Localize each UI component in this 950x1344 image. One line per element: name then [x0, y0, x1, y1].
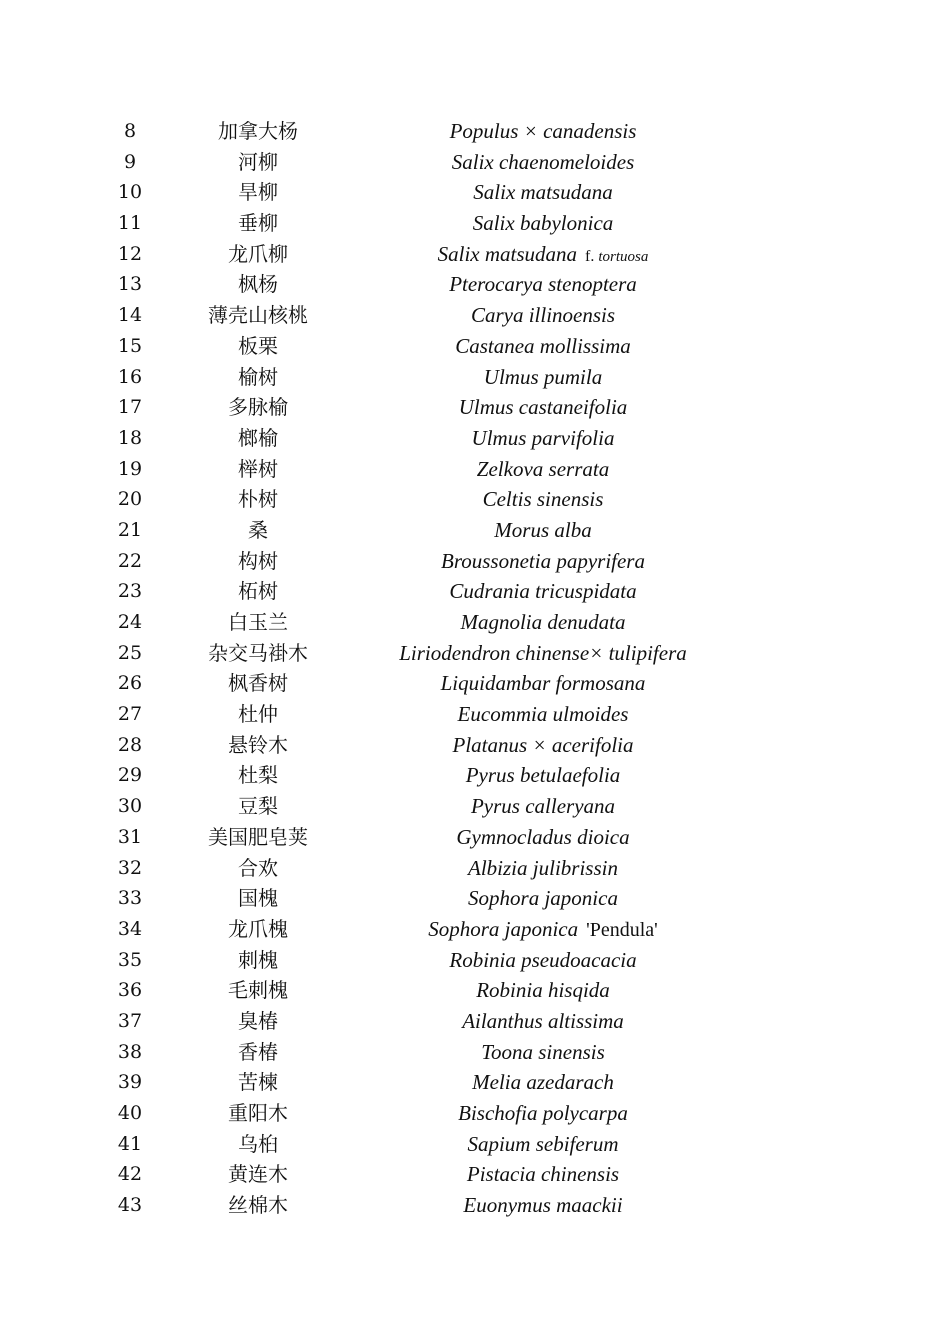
table-row [0, 1006, 950, 1037]
row-number: 38 [117, 1040, 143, 1063]
scientific-name-cell [343, 484, 743, 515]
scientific-name: Morus alba [494, 517, 592, 542]
scientific-name: Pyrus calleryana [470, 794, 616, 819]
scientific-name: Liquidambar formosana [440, 671, 646, 696]
row-number: 33 [117, 887, 143, 910]
row-number: 9 [123, 150, 137, 173]
chinese-name: 枫杨 [238, 272, 278, 297]
scientific-name-cell [343, 546, 743, 577]
scientific-name: Ulmus parvifolia [471, 425, 615, 450]
table-row [0, 239, 950, 270]
table-row [0, 269, 950, 300]
scientific-name: Gymnocladus dioica [456, 824, 630, 849]
table-row [0, 945, 950, 976]
scientific-name-cell [343, 914, 743, 946]
row-number: 12 [117, 242, 143, 265]
row-number: 24 [117, 611, 143, 633]
scientific-name-cell [343, 576, 743, 607]
row-number: 23 [117, 580, 143, 603]
table-row [0, 331, 950, 362]
chinese-name: 黄连木 [228, 1162, 288, 1187]
chinese-name: 苦楝 [238, 1070, 278, 1095]
scientific-name: Sophora japonica [468, 886, 618, 911]
chinese-name: 龙爪柳 [228, 241, 288, 266]
row-number: 20 [117, 488, 143, 511]
scientific-name: Zelkova serrata [476, 456, 610, 481]
scientific-name: Liriodendron chinense× tulipifera [399, 640, 687, 665]
row-number: 8 [123, 120, 137, 142]
scientific-name: Magnolia denudata [460, 610, 626, 634]
scientific-name-cell [343, 791, 743, 822]
scientific-name-cell [343, 208, 743, 239]
scientific-name-cell [343, 269, 743, 300]
table-row [0, 1159, 950, 1190]
chinese-name: 旱柳 [238, 180, 278, 205]
table-row [0, 883, 950, 914]
scientific-name: Pterocarya stenoptera [449, 272, 637, 297]
row-number: 14 [117, 304, 143, 327]
table-row [0, 576, 950, 607]
scientific-name: Salix matsudana [437, 241, 578, 266]
chinese-name: 毛刺槐 [228, 978, 288, 1003]
table-row [0, 822, 950, 853]
scientific-name: Castanea mollissima [455, 333, 631, 358]
scientific-name: Broussonetia papyrifera [441, 548, 645, 573]
scientific-name-cell [343, 760, 743, 791]
scientific-name: Salix chaenomeloides [451, 149, 635, 174]
chinese-name: 榆树 [238, 364, 278, 389]
scientific-name: Cudrania tricuspidata [449, 579, 637, 604]
row-number: 19 [117, 457, 143, 480]
scientific-name-cell [343, 239, 743, 273]
table-row [0, 730, 950, 761]
chinese-name: 龙爪槐 [228, 916, 288, 941]
chinese-name: 刺槐 [238, 947, 278, 972]
chinese-name: 加拿大杨 [218, 119, 298, 143]
row-number: 27 [117, 703, 143, 726]
table-row [0, 423, 950, 454]
chinese-name: 板栗 [238, 333, 278, 358]
scientific-name-cell [343, 638, 743, 669]
scientific-name-cell [343, 1159, 743, 1190]
scientific-name: Platanus × acerifolia [452, 732, 634, 757]
row-number: 34 [117, 917, 143, 940]
row-number: 13 [117, 273, 143, 296]
row-number: 31 [117, 825, 143, 848]
scientific-name-cell [343, 515, 743, 546]
scientific-name-cell [343, 177, 743, 208]
chinese-name: 乌桕 [238, 1131, 278, 1156]
scientific-name-cell [343, 392, 743, 423]
row-number: 22 [117, 549, 143, 572]
chinese-name: 杜仲 [238, 702, 278, 727]
scientific-name-cell [343, 699, 743, 730]
row-number: 28 [117, 733, 143, 756]
scientific-name-cell [343, 116, 743, 147]
table-row [0, 454, 950, 485]
row-number: 30 [117, 795, 143, 818]
table-row [0, 546, 950, 577]
scientific-name: Robinia hisqida [476, 978, 610, 1003]
scientific-name: Pyrus betulaefolia [465, 763, 621, 788]
scientific-name: Robinia pseudoacacia [449, 947, 637, 972]
cultivar-name: 'Pendula' [586, 918, 658, 941]
scientific-name: Ailanthus altissima [462, 1008, 624, 1033]
table-row [0, 116, 950, 147]
table-row [0, 668, 950, 699]
scientific-name: Albizia julibrissin [468, 855, 618, 880]
table-row [0, 1037, 950, 1068]
scientific-name: Ulmus pumila [483, 364, 603, 389]
table-row [0, 1129, 950, 1160]
form-rank: f. [585, 247, 595, 265]
scientific-name-cell [343, 331, 743, 362]
row-number: 40 [117, 1102, 143, 1124]
row-number: 18 [117, 426, 143, 449]
scientific-name-cell [343, 1067, 743, 1098]
scientific-name: Populus × canadensis [449, 119, 637, 143]
scientific-name-cell [343, 1098, 743, 1129]
scientific-name-cell [343, 1129, 743, 1160]
chinese-name: 杜梨 [238, 763, 278, 788]
scientific-name-cell [343, 1037, 743, 1068]
chinese-name: 悬铃木 [228, 732, 288, 757]
table-row [0, 484, 950, 515]
scientific-name: Carya illinoensis [470, 303, 616, 328]
row-number: 25 [117, 641, 143, 664]
scientific-name-cell [343, 300, 743, 331]
chinese-name: 朴树 [238, 487, 278, 512]
table-row [0, 1190, 950, 1221]
table-row [0, 760, 950, 791]
row-number: 17 [117, 396, 143, 419]
chinese-name: 香椿 [238, 1039, 278, 1064]
row-number: 10 [117, 181, 143, 204]
scientific-name: Pistacia chinensis [466, 1162, 620, 1187]
scientific-name-cell [343, 1006, 743, 1037]
table-row [0, 362, 950, 393]
table-row [0, 147, 950, 178]
row-number: 43 [117, 1194, 143, 1217]
chinese-name: 白玉兰 [228, 610, 288, 634]
chinese-name: 美国肥皂荚 [208, 824, 308, 849]
row-number: 11 [117, 212, 143, 235]
scientific-name: Melia azedarach [472, 1070, 614, 1095]
scientific-name-cell [343, 423, 743, 454]
chinese-name: 柘树 [238, 579, 278, 604]
row-number: 39 [117, 1071, 143, 1094]
scientific-name: Euonymus maackii [463, 1193, 623, 1218]
row-number: 21 [117, 518, 143, 541]
table-row [0, 853, 950, 884]
row-number: 42 [117, 1163, 143, 1186]
row-number: 32 [117, 856, 143, 879]
chinese-name: 臭椿 [238, 1008, 278, 1033]
scientific-name-cell [343, 454, 743, 485]
row-number: 15 [117, 334, 143, 357]
chinese-name: 河柳 [238, 149, 278, 174]
scientific-name: Ulmus castaneifolia [458, 395, 628, 420]
scientific-name: Sophora japonica [428, 916, 579, 941]
scientific-name-cell [343, 362, 743, 393]
species-table [0, 116, 950, 1221]
row-number: 41 [117, 1132, 143, 1155]
scientific-name-cell [343, 668, 743, 699]
chinese-name: 豆梨 [238, 794, 278, 819]
chinese-name: 杂交马褂木 [208, 640, 308, 665]
scientific-name-cell [343, 853, 743, 884]
scientific-name: Sapium sebiferum [467, 1131, 619, 1156]
chinese-name: 合欢 [238, 855, 278, 880]
chinese-name: 薄壳山核桃 [208, 303, 308, 328]
scientific-name-cell [343, 822, 743, 853]
scientific-name: Eucommia ulmoides [457, 702, 629, 727]
scientific-name: Toona sinensis [481, 1039, 605, 1064]
scientific-name-cell [343, 945, 743, 976]
chinese-name: 榉树 [238, 456, 278, 481]
scientific-name-cell [343, 147, 743, 178]
scientific-name-cell [343, 883, 743, 914]
chinese-name: 榔榆 [238, 425, 278, 450]
chinese-name: 垂柳 [238, 211, 278, 236]
table-row [0, 392, 950, 423]
scientific-name-cell [343, 730, 743, 761]
row-number: 26 [117, 672, 143, 695]
table-row [0, 1098, 950, 1129]
table-row [0, 1067, 950, 1098]
chinese-name: 丝棉木 [228, 1193, 288, 1218]
scientific-name: Salix babylonica [472, 211, 614, 236]
table-row [0, 699, 950, 730]
chinese-name: 国槐 [238, 886, 278, 911]
chinese-name: 多脉榆 [228, 395, 288, 420]
table-row [0, 177, 950, 208]
table-row [0, 975, 950, 1006]
table-row [0, 208, 950, 239]
table-row [0, 638, 950, 669]
row-number: 16 [117, 365, 143, 388]
row-number: 37 [117, 1009, 143, 1032]
table-row [0, 791, 950, 822]
table-row [0, 300, 950, 331]
form-epithet: tortuosa [598, 248, 649, 265]
scientific-name: Salix matsudana [473, 180, 613, 205]
chinese-name: 构树 [238, 548, 278, 573]
table-row [0, 607, 950, 638]
chinese-name: 重阳木 [228, 1101, 288, 1125]
row-number: 35 [117, 948, 143, 971]
table-row [0, 914, 950, 945]
chinese-name: 桑 [248, 517, 268, 542]
row-number: 29 [117, 764, 143, 787]
scientific-name: Bischofia polycarpa [458, 1101, 628, 1125]
scientific-name-cell [343, 975, 743, 1006]
scientific-name-cell [343, 1190, 743, 1221]
scientific-name-cell [343, 607, 743, 638]
row-number: 36 [117, 979, 143, 1002]
table-row [0, 515, 950, 546]
chinese-name: 枫香树 [228, 671, 288, 696]
scientific-name: Celtis sinensis [482, 487, 604, 512]
